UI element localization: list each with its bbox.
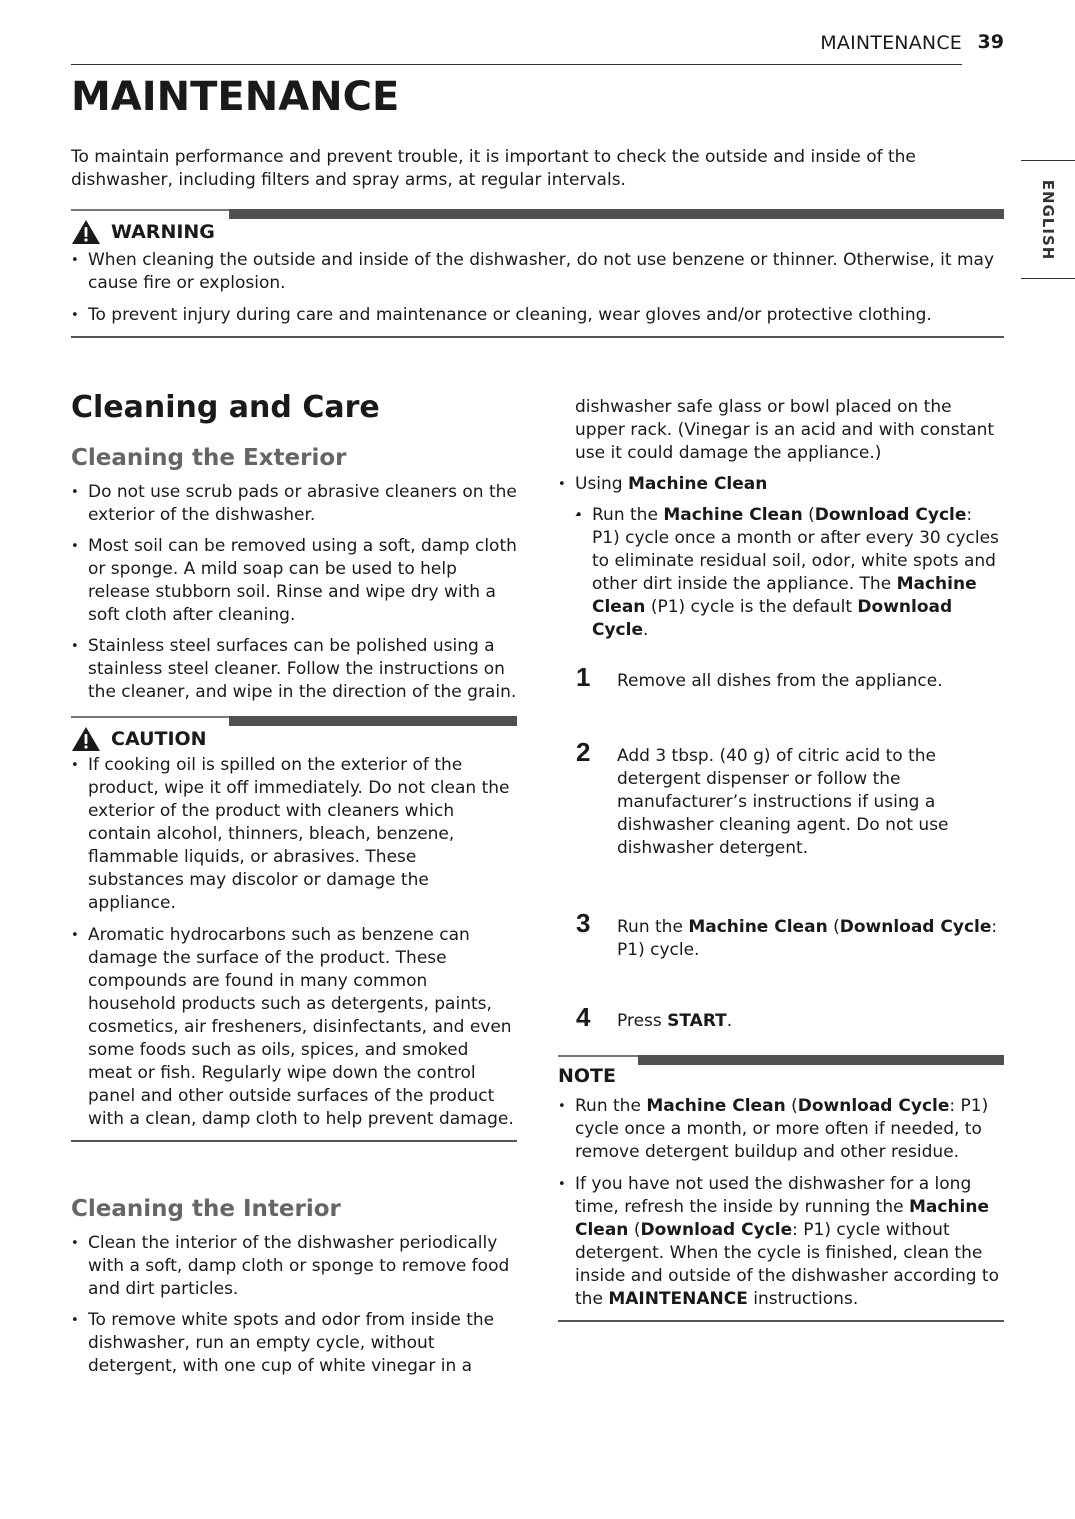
bold-text: Download Cycle bbox=[839, 917, 992, 937]
divider bbox=[558, 1055, 640, 1057]
caution-box bbox=[71, 716, 517, 1142]
intro-paragraph: To maintain performance and prevent trouble, it is important to check the outside and inside of the dishwasher, including filters and spray arms, at regular intervals. bbox=[71, 147, 916, 190]
step-text: Add 3 tbsp. (40 g) of citric acid to the detergent dispenser or follow the manufacturer’s instructions if using a dishwasher cleaning agent. Do not use dishwasher detergent. bbox=[617, 746, 949, 858]
bold-text: Download Cycle bbox=[640, 1220, 793, 1240]
text: Run the bbox=[592, 505, 664, 525]
sub-item bbox=[575, 504, 1004, 642]
text: : P1) cycle once a month, or more often if needed, to remove detergent buildup and other residue. bbox=[575, 1096, 989, 1162]
warning-box-header bbox=[71, 209, 1004, 243]
machine-clean-list bbox=[558, 473, 1004, 642]
text: If you have not used the dishwasher for a long time, refresh the inside by running the bbox=[575, 1174, 972, 1217]
divider bbox=[229, 209, 1004, 219]
bold-text: START bbox=[667, 1011, 727, 1031]
warning-item: • When cleaning the outside and inside of the dishwasher, do not use benzene or thinner. Otherwise, it may cause fire or explosion. bbox=[71, 249, 1004, 295]
step-1 bbox=[558, 662, 1004, 693]
text: Run the bbox=[617, 917, 689, 937]
divider bbox=[71, 716, 231, 718]
bold-text: Machine Clean bbox=[663, 505, 803, 525]
language-tab bbox=[1021, 160, 1075, 279]
subheading-interior: Cleaning the Interior bbox=[71, 1196, 341, 1222]
step-text: Remove all dishes from the appliance. bbox=[617, 671, 943, 691]
note-box-header bbox=[558, 1055, 1004, 1085]
interior-list bbox=[71, 1232, 517, 1378]
right-column bbox=[558, 396, 1004, 1322]
page-title: MAINTENANCE bbox=[71, 74, 400, 120]
text: : P1) cycle. bbox=[617, 917, 998, 960]
warning-list bbox=[71, 249, 1004, 327]
page-header bbox=[71, 30, 1004, 66]
bold-text: Download Cycle bbox=[797, 1096, 950, 1116]
language-label: ENGLISH bbox=[1039, 179, 1057, 260]
note-item bbox=[558, 1095, 1004, 1164]
text: : P1) cycle without detergent. When the cycle is finished, clean the inside and outside of the dishwasher according to the bbox=[575, 1220, 999, 1309]
text: instructions. bbox=[747, 1289, 859, 1309]
caution-item: • If cooking oil is spilled on the exterior of the product, wipe it off immediately. Do not clean the exterior of the product with cleaners which contain alcohol, thinners, bleach, benzene, flammable liquids, or abrasives. These substances may discolor or damage the appliance. bbox=[71, 754, 517, 915]
text: Press bbox=[617, 1011, 668, 1031]
caution-label: CAUTION bbox=[111, 728, 207, 750]
text: Using bbox=[575, 474, 628, 494]
exterior-list bbox=[71, 481, 517, 704]
bold-text: Machine Clean bbox=[688, 917, 828, 937]
step-number: 2 bbox=[576, 737, 591, 767]
page-number: 39 bbox=[977, 31, 1004, 53]
step-number: 1 bbox=[576, 662, 591, 692]
caution-item: • Aromatic hydrocarbons such as benzene can damage the surface of the product. These compounds are found in many common household products such as detergents, paints, cosmetics, air fresheners, disinfectants, and even some foods such as oils, spices, and smoked meat or fish. Regularly wipe down the control panel and other outside surfaces of the product with a clean, damp cloth to help prevent damage. bbox=[71, 924, 517, 1131]
caution-list bbox=[71, 754, 517, 1131]
list-item: • Stainless steel surfaces can be polished using a stainless steel cleaner. Follow the instructions on the cleaner, and wipe in the direction of the grain. bbox=[71, 635, 517, 704]
header-rule bbox=[71, 64, 962, 65]
text: . bbox=[726, 1011, 733, 1031]
text: : P1) cycle once a month or after every 30 cycles to eliminate residual soil, odor, white spots and other dirt inside the appliance. The bbox=[592, 505, 999, 594]
caution-title bbox=[71, 726, 207, 752]
bold-text: MAINTENANCE bbox=[608, 1289, 748, 1309]
warning-title bbox=[71, 219, 215, 245]
step-number: 3 bbox=[576, 908, 591, 938]
text: Run the bbox=[575, 1096, 647, 1116]
interior-item-continued: dishwasher safe glass or bowl placed on the upper rack. (Vinegar is an acid and with constant use it could damage the appliance.) bbox=[575, 397, 995, 463]
warning-box bbox=[71, 209, 1004, 338]
step-3 bbox=[558, 908, 1004, 962]
divider bbox=[71, 336, 1004, 338]
note-list bbox=[558, 1095, 1004, 1311]
list-item-machine-clean bbox=[558, 473, 1004, 496]
divider bbox=[638, 1055, 1004, 1065]
divider bbox=[71, 209, 231, 211]
step-2 bbox=[558, 737, 1004, 860]
text: . bbox=[643, 620, 649, 640]
header-section-title: MAINTENANCE bbox=[820, 32, 962, 54]
note-box bbox=[558, 1055, 1004, 1322]
section-heading-cleaning-and-care: Cleaning and Care bbox=[71, 390, 380, 425]
dash-marker: • - bbox=[575, 505, 582, 525]
warning-triangle-icon bbox=[71, 726, 101, 752]
list-item: • Clean the interior of the dishwasher periodically with a soft, damp cloth or sponge to remove food and dirt particles. bbox=[71, 1232, 517, 1301]
bold-text: Machine Clean bbox=[628, 474, 768, 494]
warning-triangle-icon bbox=[71, 219, 101, 245]
divider bbox=[229, 716, 517, 726]
warning-item: • To prevent injury during care and maintenance or cleaning, wear gloves and/or protective clothing. bbox=[71, 304, 1004, 327]
list-item: • To remove white spots and odor from inside the dishwasher, run an empty cycle, without detergent, with one cup of white vinegar in a bbox=[71, 1309, 517, 1378]
note-item bbox=[558, 1173, 1004, 1311]
step-4 bbox=[558, 1002, 1004, 1033]
warning-label: WARNING bbox=[111, 221, 215, 243]
bold-text: Machine Clean bbox=[592, 574, 977, 617]
subheading-exterior: Cleaning the Exterior bbox=[71, 445, 347, 471]
caution-box-header bbox=[71, 716, 517, 750]
divider bbox=[71, 1140, 517, 1142]
text: ( bbox=[785, 1096, 798, 1116]
bold-text: Machine Clean bbox=[575, 1197, 990, 1240]
bold-text: Machine Clean bbox=[646, 1096, 786, 1116]
step-number: 4 bbox=[576, 1002, 591, 1032]
note-label: NOTE bbox=[558, 1065, 616, 1087]
text: ( bbox=[802, 505, 815, 525]
text: ( bbox=[827, 917, 840, 937]
divider bbox=[558, 1320, 1004, 1322]
text: (P1) cycle is the default bbox=[645, 597, 858, 617]
note-title bbox=[558, 1065, 616, 1087]
list-item: • Most soil can be removed using a soft, damp cloth or sponge. A mild soap can be used to help release stubborn soil. Rinse and wipe dry with a soft cloth after cleaning. bbox=[71, 535, 517, 627]
left-column bbox=[71, 390, 517, 1386]
text: ( bbox=[628, 1220, 641, 1240]
bold-text: Download Cycle bbox=[814, 505, 967, 525]
bold-text: Download Cycle bbox=[592, 597, 953, 640]
list-item: • Do not use scrub pads or abrasive cleaners on the exterior of the dishwasher. bbox=[71, 481, 517, 527]
